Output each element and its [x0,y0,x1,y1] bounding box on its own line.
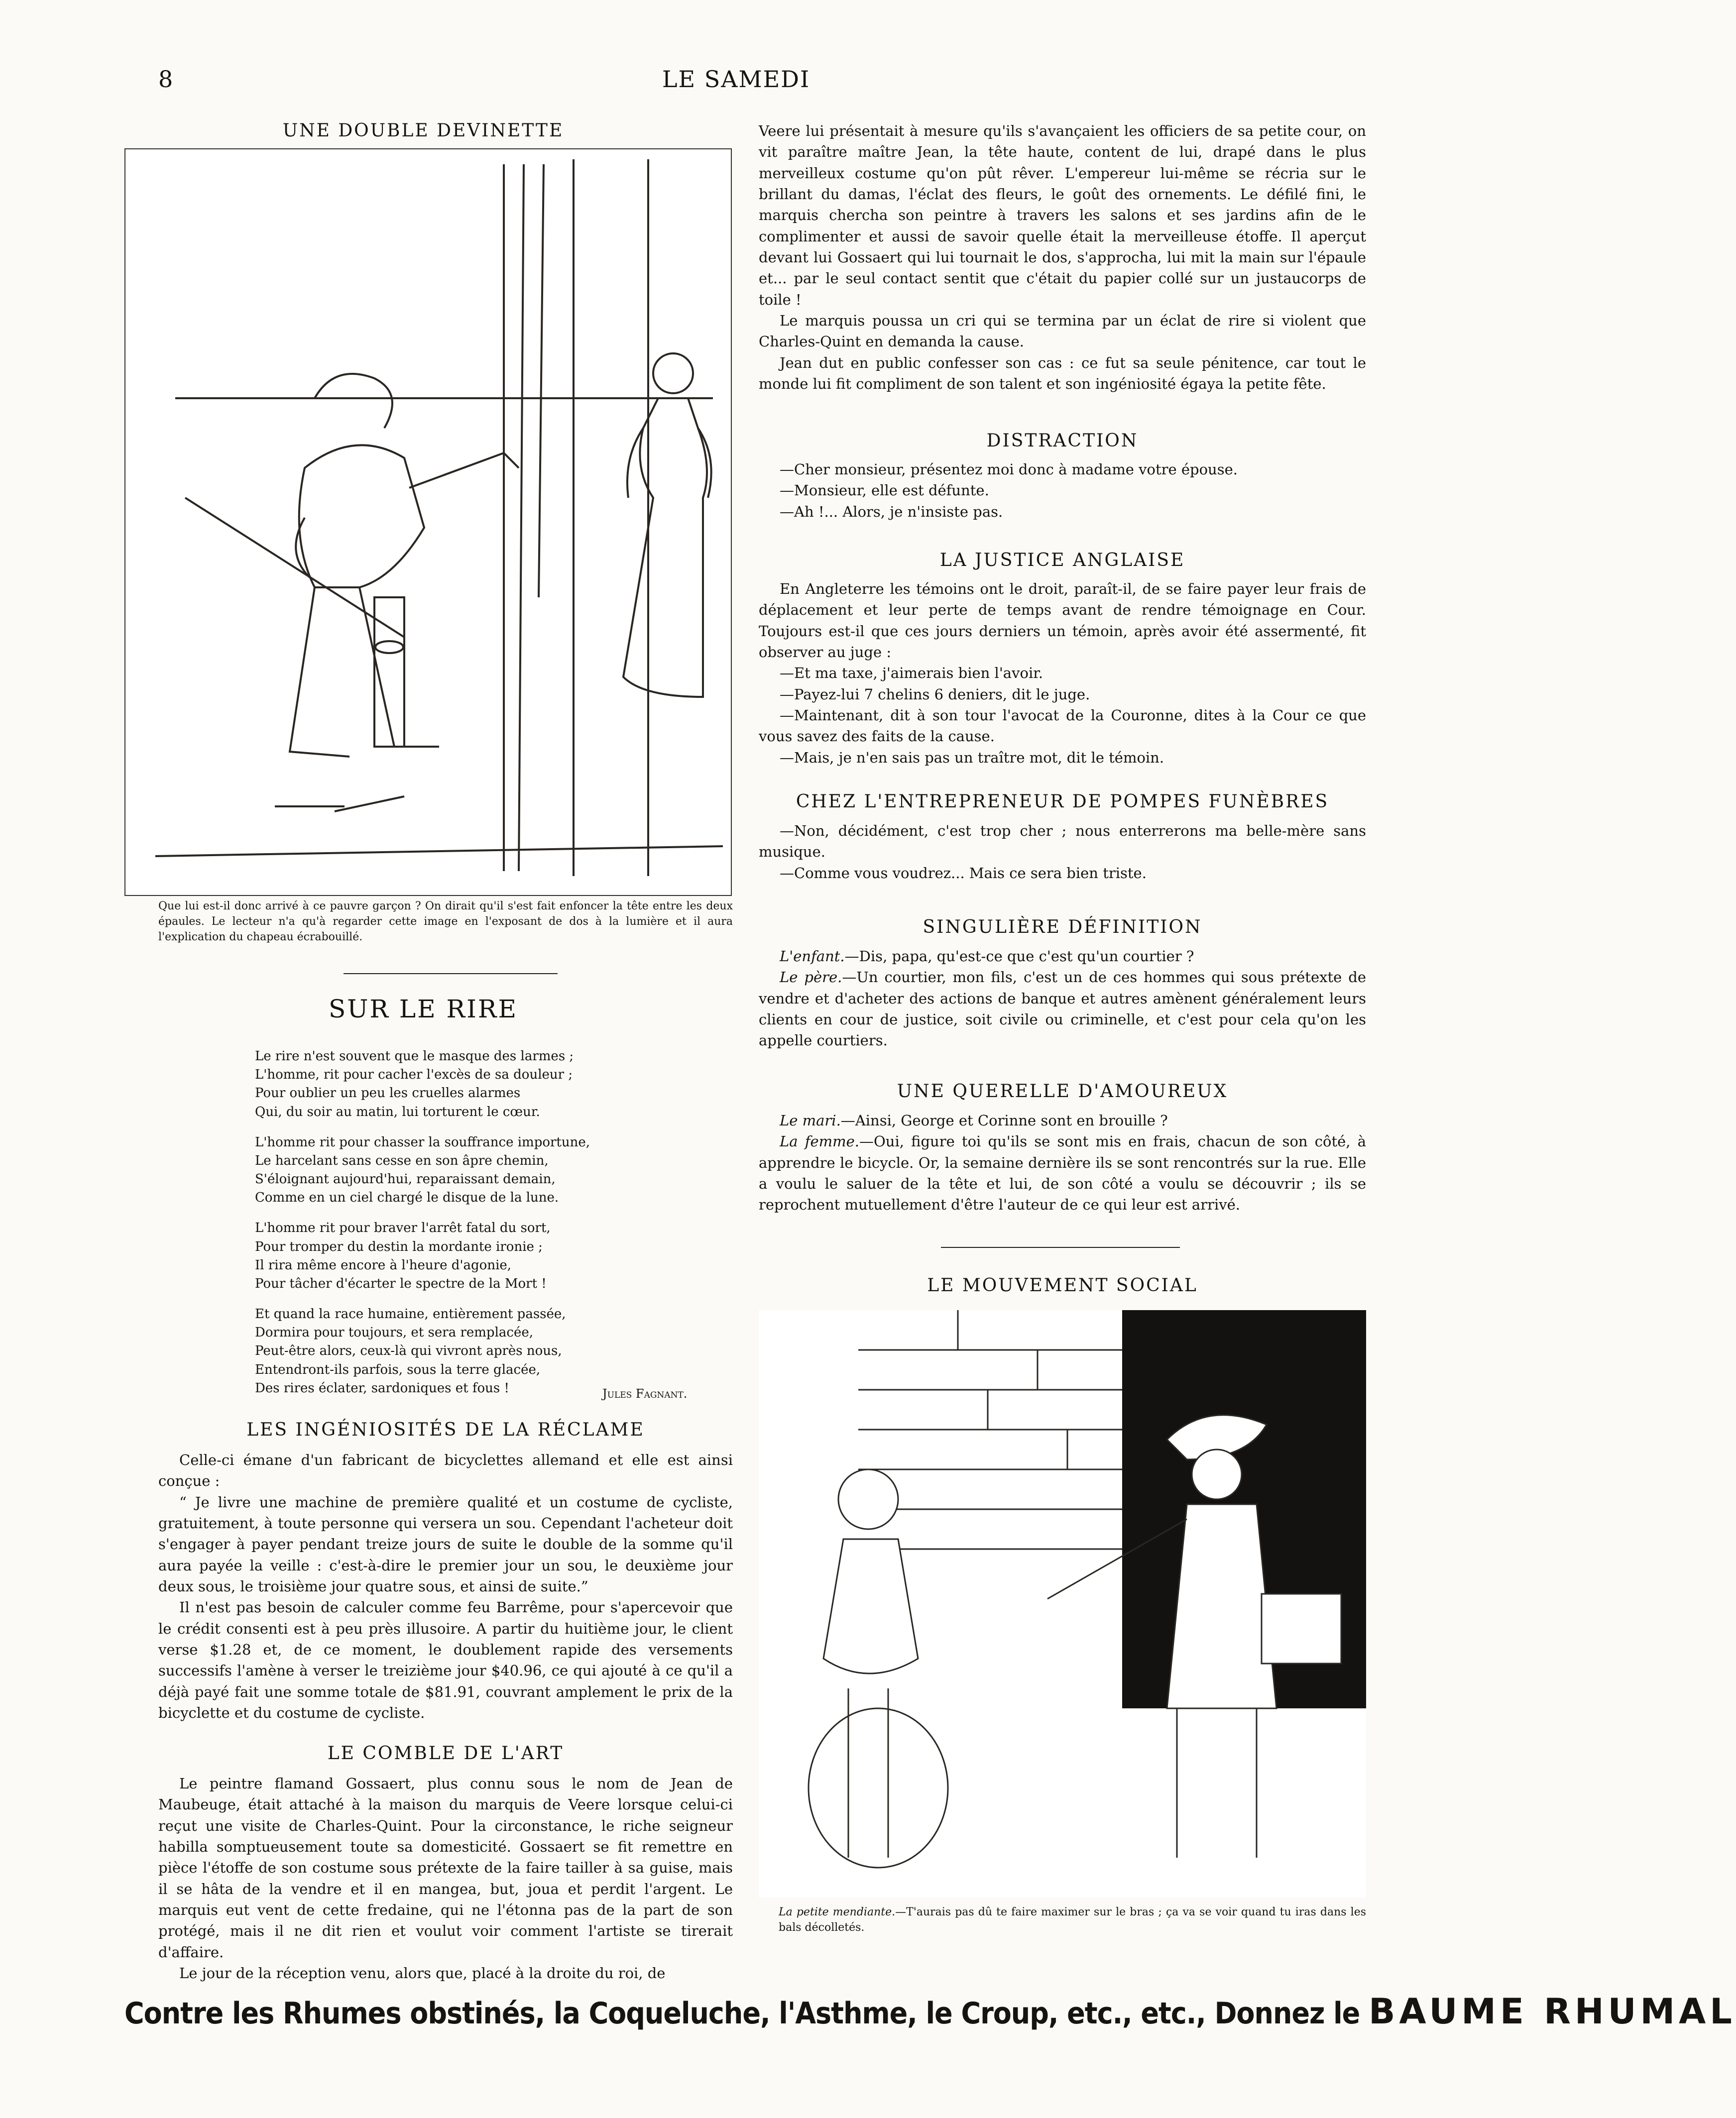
distraction-title: DISTRACTION [986,431,1139,451]
dialogue-line: —Cher monsieur, présentez moi donc à madame votre épouse. [780,461,1238,478]
mouvement-title: LE MOUVEMENT SOCIAL [927,1275,1198,1296]
caption-speaker: La petite mendiante. [779,1906,896,1918]
dialogue-line: —Ah !... Alors, je n'insiste pas. [780,503,1003,520]
rire-author: Jules Fagnant. [602,1387,688,1401]
footer-text: Contre les Rhumes obstinés, la Coqueluche, l'Asthme, le Croup, etc., etc., Donnez le [124,1996,1360,2031]
poem-line: Il rira même encore à l'heure d'agonie, [255,1257,512,1273]
querelle-body [759,1110,1366,1216]
rire-poem [255,1047,733,1410]
definition-body [759,946,1366,1051]
rire-title: SUR LE RIRE [328,995,518,1023]
poem-line: Des rires éclater, sardoniques et fous ! [255,1380,509,1396]
devinette-title: UNE DOUBLE DEVINETTE [282,120,564,141]
divider [941,1247,1180,1248]
paragraph: Celle-ci émane d'un fabricant de bicyclettes allemand et elle est ainsi conçue : [158,1451,733,1490]
dialogue-line: —Et ma taxe, j'aimerais bien l'avoir. [780,665,1043,682]
paragraph: Il n'est pas besoin de calculer comme feu Barrême, pour s'apercevoir que le crédit consenti est à peu près illusoire. A partir du huitième jour, le client verse $1.28 et, de ce moment, le doublement rapide des versements successifs l'amène à verser le treizième jour $40.96, ce qui ajouté à ce qu'il a déjà payé fait une somme totale de $81.91, couvrant amplement le prix de la bicyclette et du costume de cycliste. [158,1599,733,1721]
poem-line: L'homme, rit pour cacher l'excès de sa douleur ; [255,1067,573,1083]
footer-brand: BAUME RHUMAL [1369,1991,1736,2032]
poem-line: L'homme rit pour chasser la souffrance importune, [255,1134,590,1150]
dialogue-line: —Maintenant, dit à son tour l'avocat de la Couronne, dites à la Cour ce que vous savez des faits de la cause. [759,706,1366,745]
poem-line: Le harcelant sans cesse en son âpre chemin, [255,1153,549,1168]
dialogue-line: —Mais, je n'en sais pas un traître mot, dit le témoin. [780,749,1164,766]
line-text: —Dis, papa, qu'est-ce que c'est qu'un courtier ? [844,948,1194,965]
speaker: Le père. [780,969,842,986]
poem-line: Comme en un ciel chargé le disque de la lune. [255,1190,559,1206]
poem-line: Pour tromper du destin la mordante ironie ; [255,1239,543,1254]
justice-title: LA JUSTICE ANGLAISE [939,550,1185,570]
footer-advertisement [124,1991,1736,2032]
comble-continuation [759,120,1366,394]
definition-title: SINGULIÈRE DÉFINITION [923,917,1202,937]
dialogue-line [759,967,1366,1051]
poem-line: L'homme rit pour braver l'arrêt fatal du sort, [255,1221,551,1236]
page-number: 8 [158,66,174,93]
paragraph: Jean dut en public confesser son cas : ce fut sa seule pénitence, car tout le monde lui fit compliment de son talent et son ingéniosité égaya la petite fête. [759,354,1366,392]
dialogue-line: —Non, décidément, c'est trop cher ; nous enterrerons ma belle-mère sans musique. [759,822,1366,861]
stanza-4 [255,1305,733,1398]
devinette-caption: Que lui est-il donc arrivé à ce pauvre garçon ? On dirait qu'il s'est fait enfoncer la tête entre les deux épaules. Le lecteur n'a qu'à regarder cette image en l'exposant de dos à la lumière et il aura l'explication du chapeau écrabouillé. [158,900,733,944]
poem-line: Pour oublier un peu les cruelles alarmes [255,1086,521,1101]
poem-line: Qui, du soir au matin, lui torturent le cœur. [255,1104,540,1119]
distraction-body [759,459,1366,522]
paragraph: Le marquis poussa un cri qui se termina par un éclat de rire si violent que Charles-Quint en demanda la cause. [759,312,1366,350]
paragraph: Veere lui présentait à mesure qu'ils s'avançaient les officiers de sa petite cour, on vit paraître maître Jean, la tête haute, content de lui, drapé dans le plus merveilleux costume qu'on pût rêver. L'empereur lui-même se récria sur le brillant du damas, l'éclat des fleurs, le goût des ornements. Le défilé fini, le marquis chercha son peintre à travers les salons et ses jardins afin de le complimenter et aussi de savoir quelle était la merveilleuse étoffe. Il aperçut devant lui Gossaert qui lui tournait le dos, s'approcha, lui mit la main sur l'épaule et... par le seul contact sentit que c'était du papier collé sur un justaucorps de toile ! [759,122,1366,308]
divider [344,973,558,974]
stanza-3 [255,1219,733,1293]
poem-line: Peut-être alors, ceux-là qui vivront après nous, [255,1343,562,1359]
line-text: —Un courtier, mon fils, c'est un de ces hommes qui sous prétexte de vendre et d'acheter des actions de banque et autres amènent généralement leurs clients en cour de justice, soit civile ou criminelle, et c'est pour cela qu'on les appelle courtiers. [759,969,1366,1049]
poem-line: S'éloignant aujourd'hui, reparaissant demain, [255,1172,556,1187]
querelle-title: UNE QUERELLE D'AMOUREUX [897,1081,1228,1102]
poem-line: Pour tâcher d'écarter le spectre de la Mort ! [255,1276,547,1291]
line-text: —Ainsi, George et Corinne sont en brouille ? [840,1112,1168,1129]
stanza-2 [255,1133,733,1208]
reclame-title: LES INGÉNIOSITÉS DE LA RÉCLAME [246,1420,645,1440]
paragraph: En Angleterre les témoins ont le droit, paraît-il, de se faire payer leur frais de déplacement et leur perte de temps avant de rendre témoignage en Cour. Toujours est-il que ces jours derniers un témoin, après avoir été assermenté, fit observer au juge : [759,580,1366,661]
devinette-illustration [124,148,732,896]
pompes-title: CHEZ L'ENTREPRENEUR DE POMPES FUNÈBRES [796,791,1329,812]
line-text: —Oui, figure toi qu'ils se sont mis en frais, chacun de son côté, à apprendre le bicycle. Or, la semaine dernière ils se sont rencontrés sur la rue. Elle a voulu le saluer de la tête et lui, de son côté a voulu se découvrir ; ils se reprochent mutuellement d'être l'auteur de ce qui leur est arrivé. [759,1133,1366,1214]
speaker: L'enfant. [780,948,845,965]
comble-title: LE COMBLE DE L'ART [327,1743,564,1764]
speaker: La femme. [780,1133,860,1150]
poem-line: Et quand la race humaine, entièrement passée, [255,1307,566,1322]
mouvement-caption [779,1904,1366,1935]
reclame-body [158,1449,733,1723]
journal-title: LE SAMEDI [662,66,810,93]
dialogue-line [759,946,1366,967]
dialogue-line [759,1110,1366,1131]
dialogue-line [759,1131,1366,1215]
mouvement-illustration [759,1310,1366,1897]
poem-line: Entendront-ils parfois, sous la terre glacée, [255,1362,541,1377]
paragraph: “ Je livre une machine de première qualité et un costume de cycliste, gratuitement, à toute personne qui versera un sou. Cependant l'acheteur doit s'engager à payer pendant treize jours de suite le double de la somme qu'il aura payée la veille : c'est-à-dire le premier jour un sou, le deuxième jour deux sous, le troisième jour quatre sous, et ainsi de suite.” [158,1493,733,1595]
poem-line: Le rire n'est souvent que le masque des larmes ; [255,1049,574,1064]
pompes-body [759,820,1366,884]
devinette-drawing [125,149,731,895]
comble-body [158,1773,733,1984]
stanza-1 [255,1047,733,1121]
paragraph: Le jour de la réception venu, alors que, placé à la droite du roi, de [179,1964,666,1982]
dialogue-line: —Comme vous voudrez... Mais ce sera bien triste. [780,864,1147,882]
justice-body [759,578,1366,768]
paragraph: Le peintre flamand Gossaert, plus connu sous le nom de Jean de Maubeuge, était attaché à la maison du marquis de Veere lorsque celui-ci reçut une visite de Charles-Quint. Pour la circonstance, le riche seigneur habilla somptueusement toute sa domesticité. Gossaert se fit remettre en pièce l'étoffe de son costume sous prétexte de la faire tailler à sa guise, mais il se hâta de la vendre et il en mangea, but, joua et perdit l'argent. Le marquis eut vent de cette fredaine, qui ne l'étonna pas de la part de son protégé, mais il ne dit rien et voulut voir comment l'artiste se tirerait d'affaire. [158,1775,733,1961]
dialogue-line: —Payez-lui 7 chelins 6 deniers, dit le juge. [780,685,1090,703]
poem-line: Dormira pour toujours, et sera remplacée, [255,1325,533,1340]
mouvement-drawing [759,1310,1366,1897]
speaker: Le mari. [780,1112,841,1129]
dialogue-line: —Monsieur, elle est défunte. [780,482,989,499]
caption-text: —T'aurais pas dû te faire maximer sur le bras ; ça va se voir quand tu iras dans les bals décolletés. [779,1906,1366,1934]
